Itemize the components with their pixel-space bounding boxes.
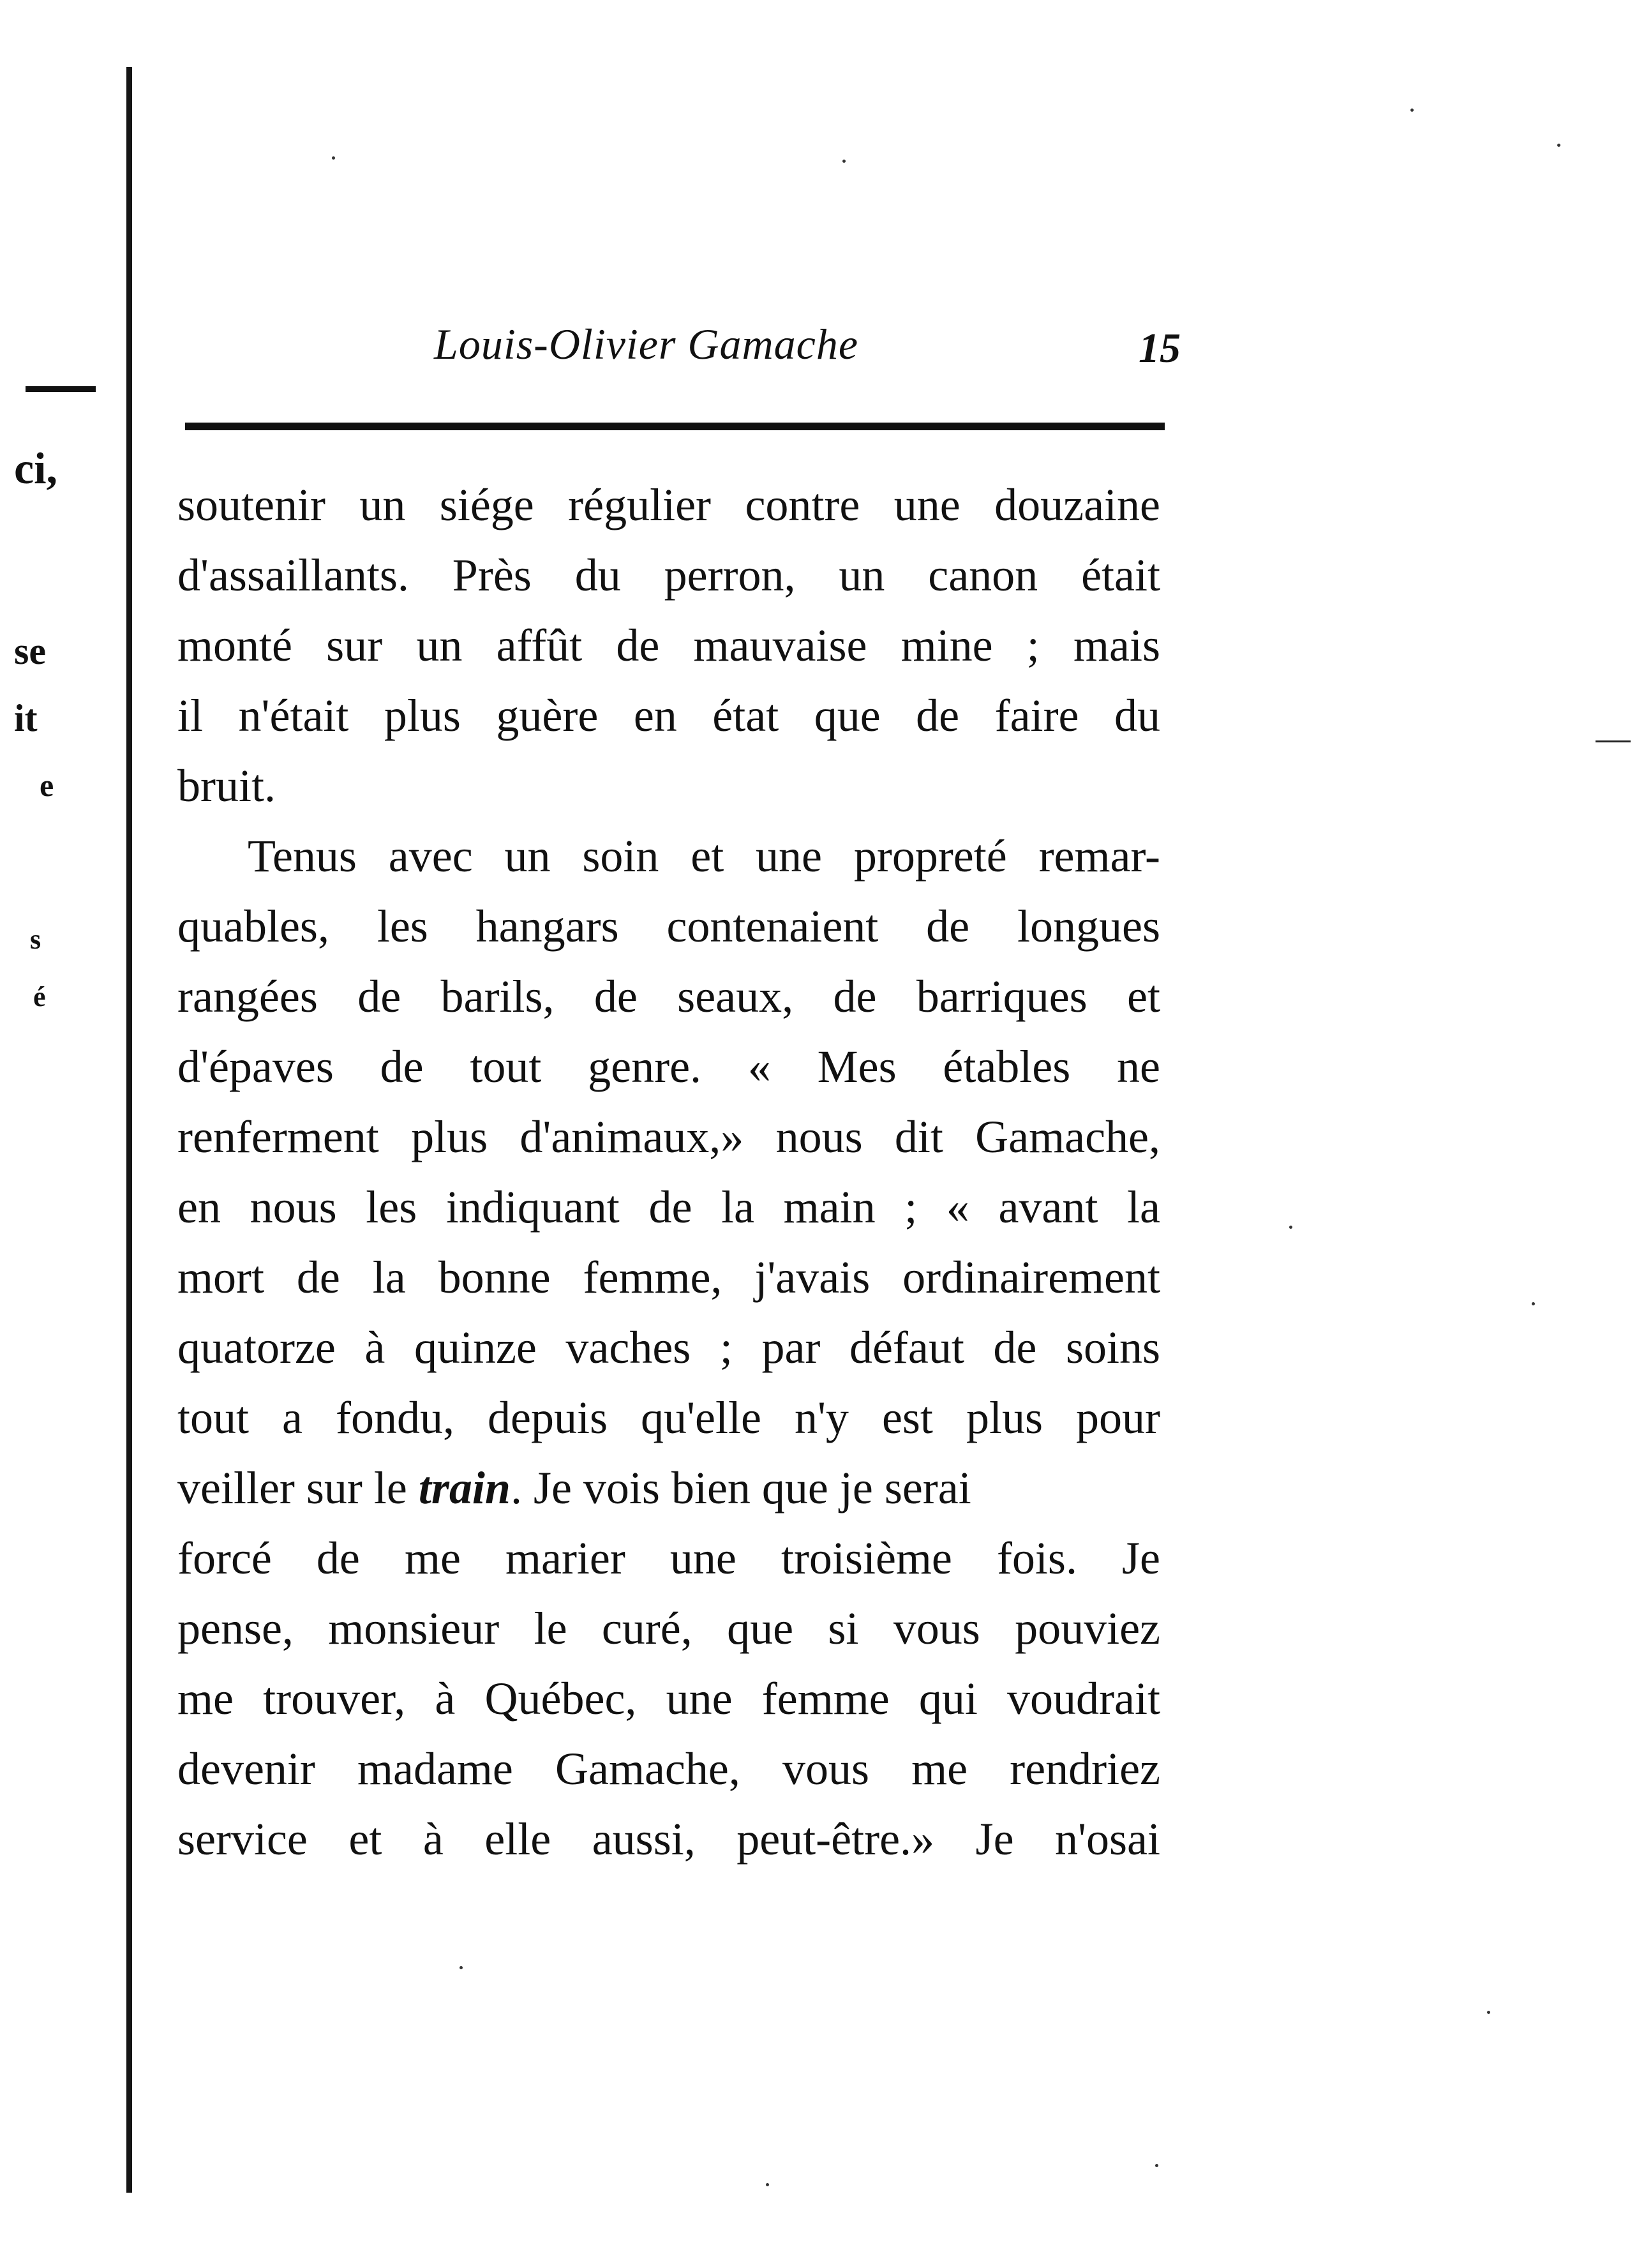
text-line: d'épaves de tout genre. « Mes étables ne <box>177 1041 1160 1092</box>
print-speck <box>1557 144 1560 147</box>
bleed-fragment: s <box>30 924 41 955</box>
page-number: 15 <box>1139 325 1181 372</box>
print-speck <box>766 2183 769 2186</box>
header-rule <box>185 423 1165 430</box>
text-segment: . Je vois bien que je serai <box>510 1462 971 1513</box>
binding-line <box>126 67 132 2193</box>
text-line: soutenir un siége régulier contre une douzaine <box>177 479 1160 530</box>
bleed-fragment: ci, <box>14 444 58 493</box>
text-segment: veiller sur le <box>177 1462 419 1513</box>
print-speck <box>1532 1302 1535 1305</box>
italic-word: train <box>418 1462 511 1513</box>
print-speck <box>1289 1226 1292 1229</box>
text-line: pense, monsieur le curé, que si vous pouviez <box>177 1603 1160 1654</box>
text-line: d'assaillants. Près du perron, un canon était <box>177 550 1160 601</box>
print-speck <box>332 156 335 160</box>
running-head <box>185 319 1181 383</box>
bleed-fragment: it <box>14 697 38 739</box>
print-speck <box>1410 109 1414 112</box>
edge-mark <box>1596 740 1631 742</box>
print-speck <box>460 1966 463 1969</box>
text-line: forcé de me marier une troisième fois. Je <box>177 1533 1160 1584</box>
text-line: rangées de barils, de seaux, de barriques et <box>177 971 1160 1022</box>
bleed-dash <box>26 386 96 392</box>
text-line-with-italic <box>177 1453 1160 1523</box>
bleed-fragment: é <box>33 981 46 1012</box>
text-line: mort de la bonne femme, j'avais ordinairement <box>177 1252 1160 1303</box>
text-line: monté sur un affût de mauvaise mine ; mais <box>177 620 1160 671</box>
body-text <box>177 470 1160 1874</box>
print-speck <box>842 160 846 163</box>
text-line: tout a fondu, depuis qu'elle n'y est plus pour <box>177 1392 1160 1443</box>
print-speck <box>1155 2164 1158 2167</box>
text-line: il n'était plus guère en état que de faire du <box>177 690 1160 741</box>
text-line: bruit. <box>177 760 276 811</box>
bleed-fragment: se <box>14 630 46 672</box>
print-speck <box>1487 2011 1490 2014</box>
text-line: renferment plus d'animaux,» nous dit Gamache, <box>177 1111 1160 1162</box>
text-line: devenir madame Gamache, vous me rendriez <box>177 1743 1160 1794</box>
text-line: quables, les hangars contenaient de longues <box>177 901 1160 952</box>
paragraph-first-line: Tenus avec un soin et une propreté remar- <box>248 830 1160 882</box>
text-line: quatorze à quinze vaches ; par défaut de soins <box>177 1322 1160 1373</box>
running-title: Louis-Olivier Gamache <box>434 320 859 368</box>
text-line: me trouver, à Québec, une femme qui voudrait <box>177 1673 1160 1724</box>
text-line: service et à elle aussi, peut-être.» Je n'osai <box>177 1814 1160 1865</box>
bleed-fragment: e <box>40 767 54 803</box>
text-line: en nous les indiquant de la main ; « avant la <box>177 1182 1160 1233</box>
